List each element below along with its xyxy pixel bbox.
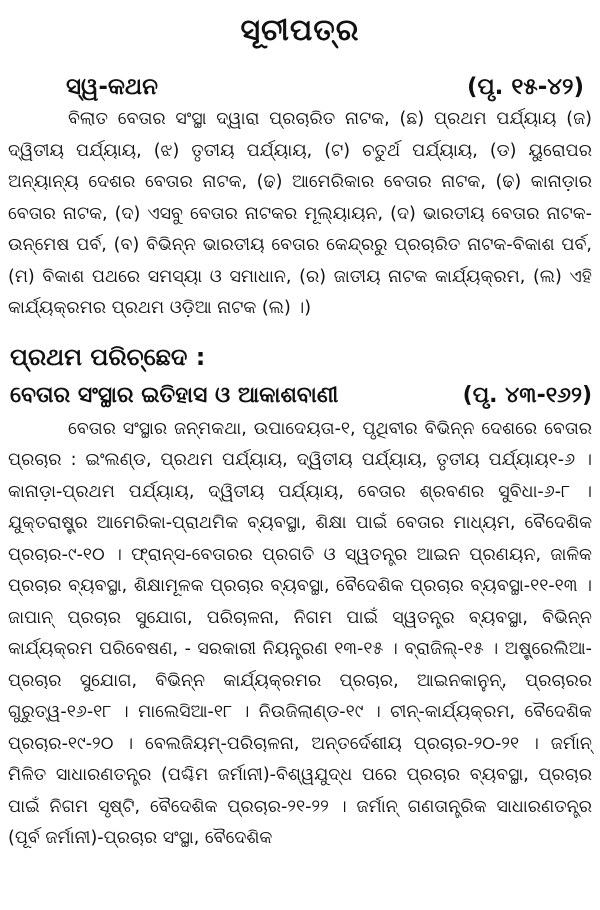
section-paragraph: ବିଲାତ ବେତାର ସଂସ୍ଥା ଦ୍ୱାରା ପ୍ରଚାରିତ ନାଟକ, (ଛ) ପ୍ରଥମ ପର୍ଯ୍ୟାୟ (ଜ) ଦ୍ୱିତୀୟ ପର୍ଯ୍ୟାୟ, (ଝ) ତୃତୀୟ ପର୍ଯ୍ୟାୟ, (ଟ) ଚତୁର୍ଥ ପର୍ଯ୍ୟାୟ, (ଡ) ୟୁରୋପର ଅନ୍ୟାନ୍ୟ ଦେଶର ବେତାର ନାଟକ, (ଢ) ଆମେରିକାର ବେତାର ନାଟକ, (ଢ) କାନାଡ଼ାର ବେତାର ନାଟକ, (ଦ) ଏସବୁ ବେତାର ନାଟକର ମୂଲ୍ୟାୟନ, (ଦ) ଭାରତୀୟ ବେତାର ନାଟକ-ଉନ୍ମେଷ ପର୍ବ, (ବ) ବିଭିନ୍ନ ଭାରତୀୟ ବେତାର କେନ୍ଦ୍ରରୁ ପ୍ରଚାରିତ ନାଟକ-ବିକାଶ ପର୍ବ, (ମ) ବିକାଶ ପଥରେ ସମସ୍ୟା ଓ ସମାଧାନ, (ର) ଜାତୀୟ ନାଟକ କାର୍ଯ୍ୟକ୍ରମ, (ଲ) ଏହି କାର୍ଯ୍ୟକ୍ରମର ପ୍ରଥମ ଓଡ଼ିଆ ନାଟକ (ଲ) ।) <box>8 109 592 318</box>
section-heading: ସ୍ୱ-କଥନ <box>66 74 158 100</box>
chapter-paragraph: ବେତାର ସଂସ୍ଥାର ଜନ୍ମକଥା, ଉପାଦେୟତା-୧, ପୃଥିବୀର ବିଭିନ୍ନ ଦେଶରେ ବେତାର ପ୍ରଚାର : ଇଂଲଣ୍ଡ, ପ୍ରଥମ ପର୍ଯ୍ୟାୟ, ଦ୍ୱିତୀୟ ପର୍ଯ୍ୟାୟ, ତୃତୀୟ ପର୍ଯ୍ୟାୟ୧-୬ । କାନାଡ଼ା-ପ୍ରଥମ ପର୍ଯ୍ୟାୟ, ଦ୍ୱିତୀୟ ପର୍ଯ୍ୟାୟ, ବେତାର ଶ୍ରବଣର ସୁବିଧା-୬-୮ । ଯୁକ୍ତରାଷ୍ଟ୍ର ଆମେରିକା-ପ୍ରାଥମିକ ବ୍ୟବସ୍ଥା, ଶିକ୍ଷା ପାଇଁ ବେତାର ମାଧ୍ୟମ, ବୈଦେଶିକ ପ୍ରଚାର-୯-୧୦ । ଫ୍ରାନ୍ସ-ବେତାରର ପ୍ରଗତି ଓ ସ୍ୱତନ୍ତ୍ର ଆଇନ ପ୍ରଣୟନ, ଜାଳିକ ପ୍ରଚାର ବ୍ୟବସ୍ଥା, ଶିକ୍ଷାମୂଳକ ପ୍ରଚାର ବ୍ୟବସ୍ଥା, ବୈଦେଶିକ ପ୍ରଚାର ବ୍ୟବସ୍ଥା-୧୧-୧୩ । ଜାପାନ୍ ପ୍ରଚାର ସୁଯୋଗ, ପରିଚାଳନା, ନିଗମ ପାଇଁ ସ୍ୱତନ୍ତ୍ର ବ୍ୟବସ୍ଥା, ବିଭିନ୍ନ କାର୍ଯ୍ୟକ୍ରମ ପରିବେଷଣ, - ସରକାରୀ ନିୟନ୍ତ୍ରଣ ୧୩-୧୫ । ବ୍ରାଜିଲ୍-୧୫ । ଅଷ୍ଟ୍ରେଲିଆ-ପ୍ରଚାର ସୁଯୋଗ, ବିଭିନ୍ନ କାର୍ଯ୍ୟକ୍ରମର ପ୍ରଚାର, ଆଇନକାନୁନ୍, ପ୍ରଚାରର ଗୁରୁତ୍ୱ-୧୬-୧୮ । ମାଲେସିଆ-୧୮ । ନିଉଜିଲାଣ୍ଡ-୧୯ । ଚୀନ୍-କାର୍ଯ୍ୟକ୍ରମ, ବୈଦେଶିକ ପ୍ରଚାର-୧୯-୨୦ । ବେଲଜିୟମ୍-ପରିଚାଳନା, ଅନ୍ତର୍ଦେଶୀୟ ପ୍ରଚାର-୨୦-୨୧ । ଜର୍ମାନ୍ ମିଳିତ ସାଧାରଣତନ୍ତ୍ର (ପଶ୍ଚିମ ଜର୍ମାନୀ)-ବିଶ୍ୱଯୁଦ୍ଧ ପରେ ପ୍ରଚାର ବ୍ୟବସ୍ଥା, ପ୍ରଚାର ପାଇଁ ନିଗମ ସୃଷ୍ଟି, ବୈଦେଶିକ ପ୍ରଚାର-୨୧-୨୨ । ଜର୍ମାନ୍ ଗଣତାନ୍ତ୍ରିକ ସାଧାରଣତନ୍ତ୍ର (ପୂର୍ବ ଜର୍ମାନୀ)-ପ୍ରଚାର ସଂସ୍ଥା, ବୈଦେଶିକ <box>8 418 592 848</box>
page-title: ସୂଚୀପତ୍ର <box>240 13 360 48</box>
section-page-range: (ପୃ. ୧୫-୪୨) <box>466 74 584 100</box>
chapter-heading-row <box>10 383 592 408</box>
chapter-heading: ବେତାର ସଂସ୍ଥାର ଇତିହାସ ଓ ଆକାଶବାଣୀ <box>10 382 339 408</box>
section-heading-row <box>8 74 592 100</box>
chapter-page-range: (ପୃ. ୪୩-୧୬୨) <box>462 382 592 408</box>
chapter-title: ପ୍ରଥମ ପରିଚ୍ଛେଦ : <box>10 342 206 371</box>
